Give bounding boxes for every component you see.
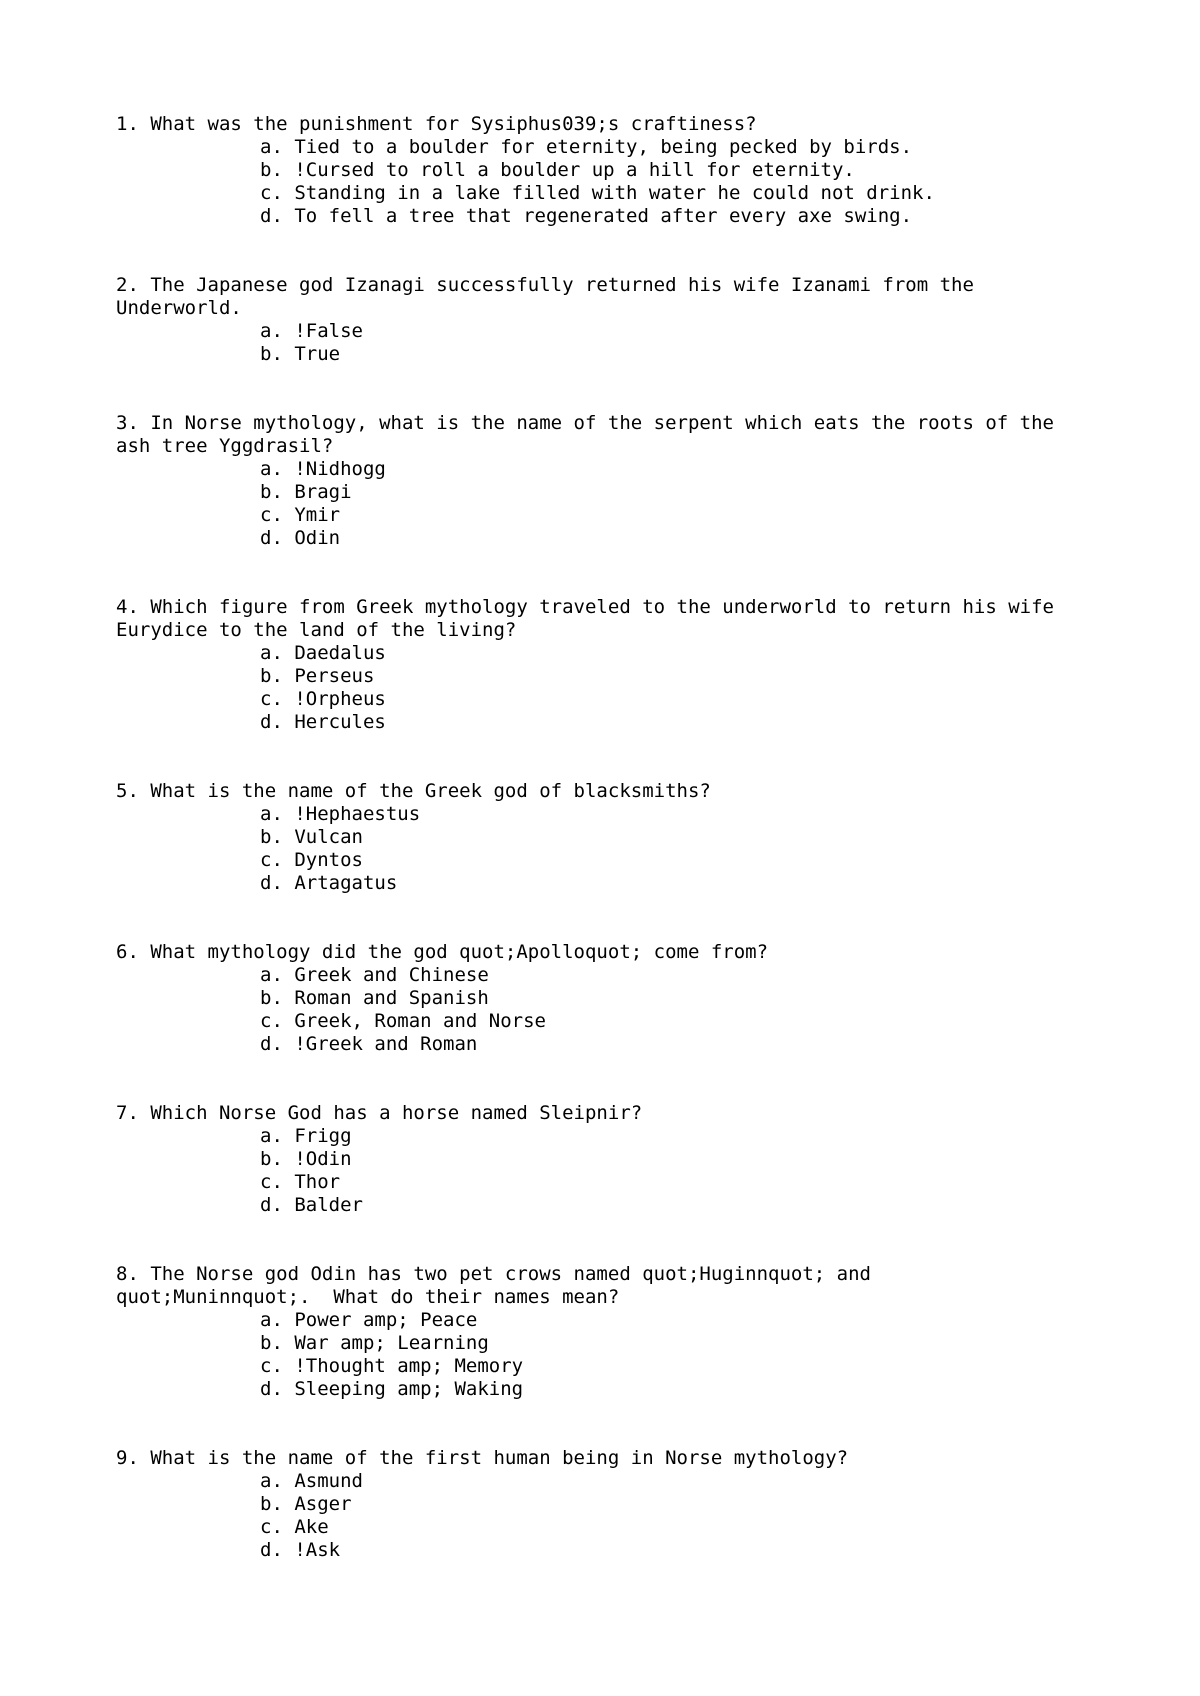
answer-option: c. Thor bbox=[260, 1171, 341, 1193]
question-block bbox=[116, 1102, 1076, 1217]
answer-options bbox=[116, 642, 1076, 734]
answer-option: a. !Hephaestus bbox=[260, 803, 421, 825]
answer-option: c. Dyntos bbox=[260, 849, 363, 871]
question-text: 6. What mythology did the god quot;Apolloquot; come from? bbox=[116, 941, 769, 963]
answer-option: a. !Nidhogg bbox=[260, 458, 386, 480]
answer-option: b. True bbox=[260, 343, 341, 365]
answer-option: a. !False bbox=[260, 320, 363, 342]
question-block bbox=[116, 274, 1076, 366]
answer-option: a. Daedalus bbox=[260, 642, 386, 664]
answer-option: a. Asmund bbox=[260, 1470, 363, 1492]
answer-option: b. Perseus bbox=[260, 665, 375, 687]
question-block bbox=[116, 941, 1076, 1056]
question-text: 1. What was the punishment for Sysiphus039;s craftiness? bbox=[116, 113, 757, 135]
answer-option: b. Bragi bbox=[260, 481, 352, 503]
answer-options bbox=[116, 320, 1076, 366]
answer-option: d. Sleeping amp; Waking bbox=[260, 1378, 524, 1400]
question-block bbox=[116, 596, 1076, 734]
quiz-content bbox=[116, 113, 1076, 1608]
answer-option: a. Tied to a boulder for eternity, being pecked by birds. bbox=[260, 136, 913, 158]
answer-options bbox=[116, 136, 1076, 228]
answer-option: a. Greek and Chinese bbox=[260, 964, 489, 986]
answer-option: c. !Thought amp; Memory bbox=[260, 1355, 524, 1377]
answer-options bbox=[116, 1309, 1076, 1401]
question-block bbox=[116, 1263, 1076, 1401]
answer-option: b. Asger bbox=[260, 1493, 352, 1515]
answer-option: b. !Cursed to roll a boulder up a hill for eternity. bbox=[260, 159, 855, 181]
question-block bbox=[116, 412, 1076, 550]
question-block bbox=[116, 780, 1076, 895]
answer-option: d. Artagatus bbox=[260, 872, 398, 894]
question-block bbox=[116, 113, 1076, 228]
answer-options bbox=[116, 803, 1076, 895]
answer-option: d. Hercules bbox=[260, 711, 386, 733]
question-text: 9. What is the name of the first human being in Norse mythology? bbox=[116, 1447, 849, 1469]
answer-option: c. Standing in a lake filled with water he could not drink. bbox=[260, 182, 935, 204]
answer-options bbox=[116, 964, 1076, 1056]
answer-option: c. !Orpheus bbox=[260, 688, 386, 710]
answer-options bbox=[116, 458, 1076, 550]
answer-option: b. !Odin bbox=[260, 1148, 352, 1170]
answer-option: d. Odin bbox=[260, 527, 341, 549]
answer-option: d. !Ask bbox=[260, 1539, 341, 1561]
question-block bbox=[116, 1447, 1076, 1562]
question-text: 2. The Japanese god Izanagi successfully returned his wife Izanami from the Underworld. bbox=[116, 274, 986, 319]
question-text: 3. In Norse mythology, what is the name of the serpent which eats the roots of the ash tree Yggdrasil? bbox=[116, 412, 1066, 457]
answer-option: c. Ymir bbox=[260, 504, 341, 526]
question-text: 8. The Norse god Odin has two pet crows named quot;Huginnquot; and quot;Muninnquot;. What do their names mean? bbox=[116, 1263, 883, 1308]
answer-option: c. Greek, Roman and Norse bbox=[260, 1010, 546, 1032]
answer-option: d. !Greek and Roman bbox=[260, 1033, 478, 1055]
answer-option: d. Balder bbox=[260, 1194, 363, 1216]
answer-options bbox=[116, 1470, 1076, 1562]
answer-option: b. Vulcan bbox=[260, 826, 363, 848]
question-text: 4. Which figure from Greek mythology traveled to the underworld to return his wife Eurydice to the land of the living? bbox=[116, 596, 1066, 641]
question-text: 7. Which Norse God has a horse named Sleipnir? bbox=[116, 1102, 643, 1124]
answer-option: d. To fell a tree that regenerated after every axe swing. bbox=[260, 205, 913, 227]
answer-option: c. Ake bbox=[260, 1516, 329, 1538]
answer-option: a. Frigg bbox=[260, 1125, 352, 1147]
answer-option: b. Roman and Spanish bbox=[260, 987, 489, 1009]
answer-option: b. War amp; Learning bbox=[260, 1332, 489, 1354]
answer-options bbox=[116, 1125, 1076, 1217]
answer-option: a. Power amp; Peace bbox=[260, 1309, 478, 1331]
question-text: 5. What is the name of the Greek god of blacksmiths? bbox=[116, 780, 711, 802]
